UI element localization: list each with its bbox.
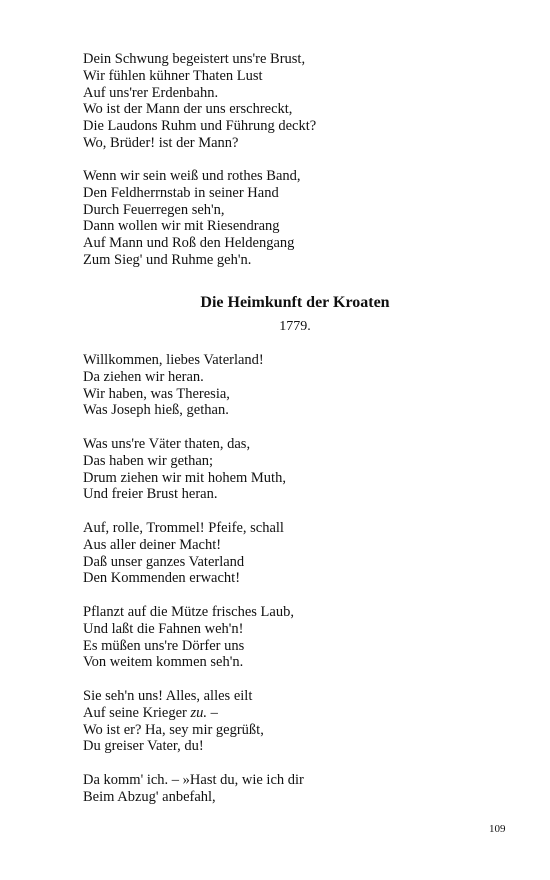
verse-line: Auf Mann und Roß den Heldengang [83,235,295,252]
verse-line: Von weitem kommen seh'n. [83,654,244,671]
verse-line: Sie seh'n uns! Alles, alles eilt [83,688,253,704]
verse-line: Auf uns'rer Erdenbahn. [83,84,219,101]
verse-line: Die Laudons Ruhm und Führung deckt? [83,118,317,135]
verse-line: Den Kommenden erwacht! [83,570,241,587]
poem1-stanza-2 [83,168,301,269]
poem1-stanza-1 [83,51,316,152]
poem-year: 1779. [279,319,311,334]
verse-line [83,705,264,722]
verse-line: Da komm' ich. – »Hast du, wie ich dir [83,772,304,788]
verse-line-end: – [207,704,218,721]
verse-line: Zum Sieg' und Ruhme geh'n. [83,251,252,268]
verse-line: Beim Abzug' anbefahl, [83,788,216,805]
poem2-stanza-4 [83,604,294,671]
emphasized-word: zu. [190,704,208,721]
verse-line: Aus aller deiner Macht! [83,536,222,553]
page-number: 109 [489,823,506,835]
poem-title: Die Heimkunft der Kroaten [200,294,390,311]
verse-line: Daß unser ganzes Vaterland [83,553,245,570]
verse-line: Pflanzt auf die Mütze frisches Laub, [83,604,294,620]
poem2-stanza-2 [83,436,286,503]
poem2-stanza-6 [83,772,304,806]
verse-line: Wo, Brüder! ist der Mann? [83,134,239,151]
verse-line: Das haben wir gethan; [83,452,214,469]
verse-line: Was uns're Väter thaten, das, [83,436,251,452]
verse-line: Es müßen uns're Dörfer uns [83,637,245,654]
verse-line-start: Auf seine Krieger [83,704,187,721]
verse-line: Drum ziehen wir mit hohem Muth, [83,469,286,486]
poem2-stanza-5 [83,688,264,755]
verse-line: Da ziehen wir heran. [83,368,204,385]
verse-line: Durch Feuerregen seh'n, [83,201,225,218]
poem2-stanza-3 [83,520,284,587]
verse-line: Dann wollen wir mit Riesendrang [83,218,280,235]
verse-line: Dein Schwung begeistert uns're Brust, [83,51,306,67]
verse-line: Wir haben, was Theresia, [83,385,230,402]
verse-line: Du greiser Vater, du! [83,738,204,755]
verse-line: Und freier Brust heran. [83,486,218,503]
verse-line: Auf, rolle, Trommel! Pfeife, schall [83,520,284,536]
verse-line: Und laßt die Fahnen weh'n! [83,620,244,637]
verse-line: Was Joseph hieß, gethan. [83,402,229,419]
verse-line: Wir fühlen kühner Thaten Lust [83,67,263,84]
verse-line: Wenn wir sein weiß und rothes Band, [83,168,301,184]
verse-line: Willkommen, liebes Vaterland! [83,352,264,368]
verse-line: Wo ist er? Ha, sey mir gegrüßt, [83,721,264,738]
poem2-stanza-1 [83,352,264,419]
verse-line: Wo ist der Mann der uns erschreckt, [83,101,293,118]
verse-line: Den Feldherrnstab in seiner Hand [83,184,279,201]
